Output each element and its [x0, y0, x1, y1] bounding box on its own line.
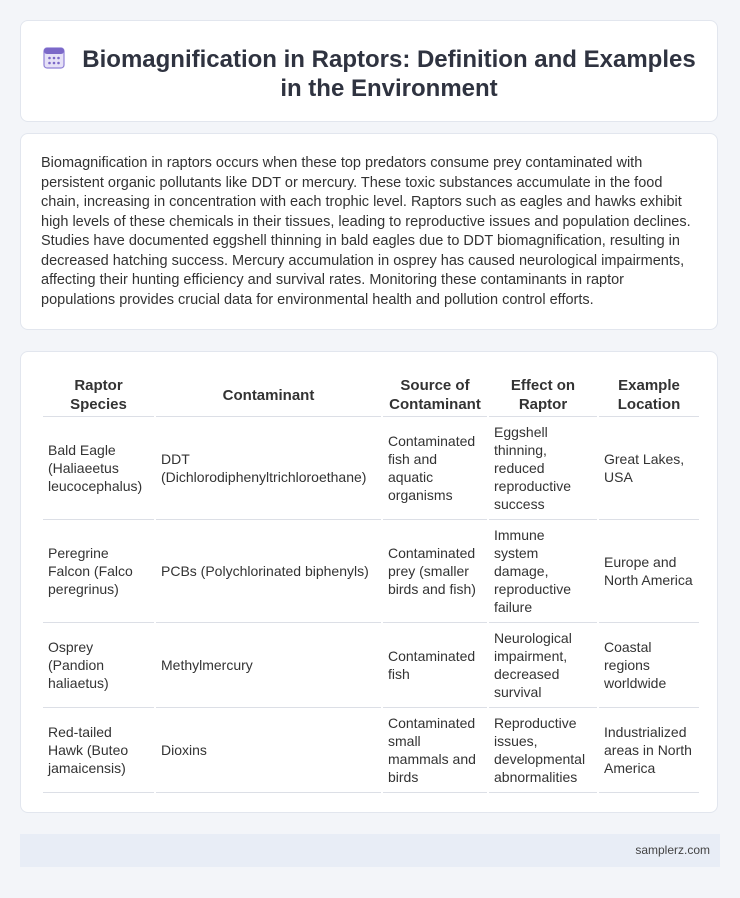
table-row: [43, 708, 699, 793]
intro-card: [20, 133, 718, 330]
footer-bar: [20, 834, 720, 867]
table-row: [43, 623, 699, 708]
column-header: Raptor Species: [43, 372, 155, 417]
table-cell: Methylmercury: [155, 623, 382, 708]
table-card: [20, 351, 718, 813]
table-cell: Osprey (Pandion haliaetus): [43, 623, 155, 708]
table-cell: Contaminated fish and aquatic organisms: [382, 417, 488, 520]
table-row: [43, 520, 699, 623]
table-cell: Contaminated small mammals and birds: [382, 708, 488, 793]
table-header-row: [43, 372, 699, 417]
table-cell: Red-tailed Hawk (Buteo jamaicensis): [43, 708, 155, 793]
table-cell: Europe and North America: [598, 520, 699, 623]
table-cell: Contaminated prey (smaller birds and fish): [382, 520, 488, 623]
title-card: [20, 20, 718, 122]
column-header: Effect on Raptor: [488, 372, 598, 417]
table-cell: Immune system damage, reproductive failure: [488, 520, 598, 623]
table-cell: Peregrine Falcon (Falco peregrinus): [43, 520, 155, 623]
table-cell: Contaminated fish: [382, 623, 488, 708]
table-cell: Coastal regions worldwide: [598, 623, 699, 708]
table-cell: PCBs (Polychlorinated biphenyls): [155, 520, 382, 623]
table-cell: Dioxins: [155, 708, 382, 793]
footer-site-link[interactable]: samplerz.com: [635, 843, 710, 857]
table-cell: Eggshell thinning, reduced reproductive success: [488, 417, 598, 520]
table-cell: Neurological impairment, decreased survival: [488, 623, 598, 708]
column-header: Source of Contaminant: [382, 372, 488, 417]
table-cell: Great Lakes, USA: [598, 417, 699, 520]
table-cell: Industrialized areas in North America: [598, 708, 699, 793]
table-cell: Bald Eagle (Haliaeetus leucocephalus): [43, 417, 155, 520]
column-header: Example Location: [598, 372, 699, 417]
contaminant-table: [43, 372, 699, 793]
table-cell: DDT (Dichlorodiphenyltrichloroethane): [155, 417, 382, 520]
column-header: Contaminant: [155, 372, 382, 417]
table-cell: Reproductive issues, developmental abnormalities: [488, 708, 598, 793]
table-row: [43, 417, 699, 520]
page-title: Biomagnification in Raptors: Definition and Examples in the Environment: [82, 46, 696, 102]
intro-paragraph: Biomagnification in raptors occurs when these top predators consume prey contaminated with persistent organic pollutants like DDT or mercury. These toxic substances accumulate in the food chain, increasing in concentration with each trophic level. Raptors such as eagles and hawks exhibit high levels of these chemicals in their tissues, leading to reproductive issues and population declines. Studies have documented eggshell thinning in bald eagles due to DDT biomagnification, resulting in decreased hatching success. Mercury accumulation in osprey has caused neurological impairments, affecting their hunting efficiency and survival rates. Monitoring these contaminants in raptor populations provides crucial data for environmental health and pollution control efforts.: [41, 155, 691, 308]
